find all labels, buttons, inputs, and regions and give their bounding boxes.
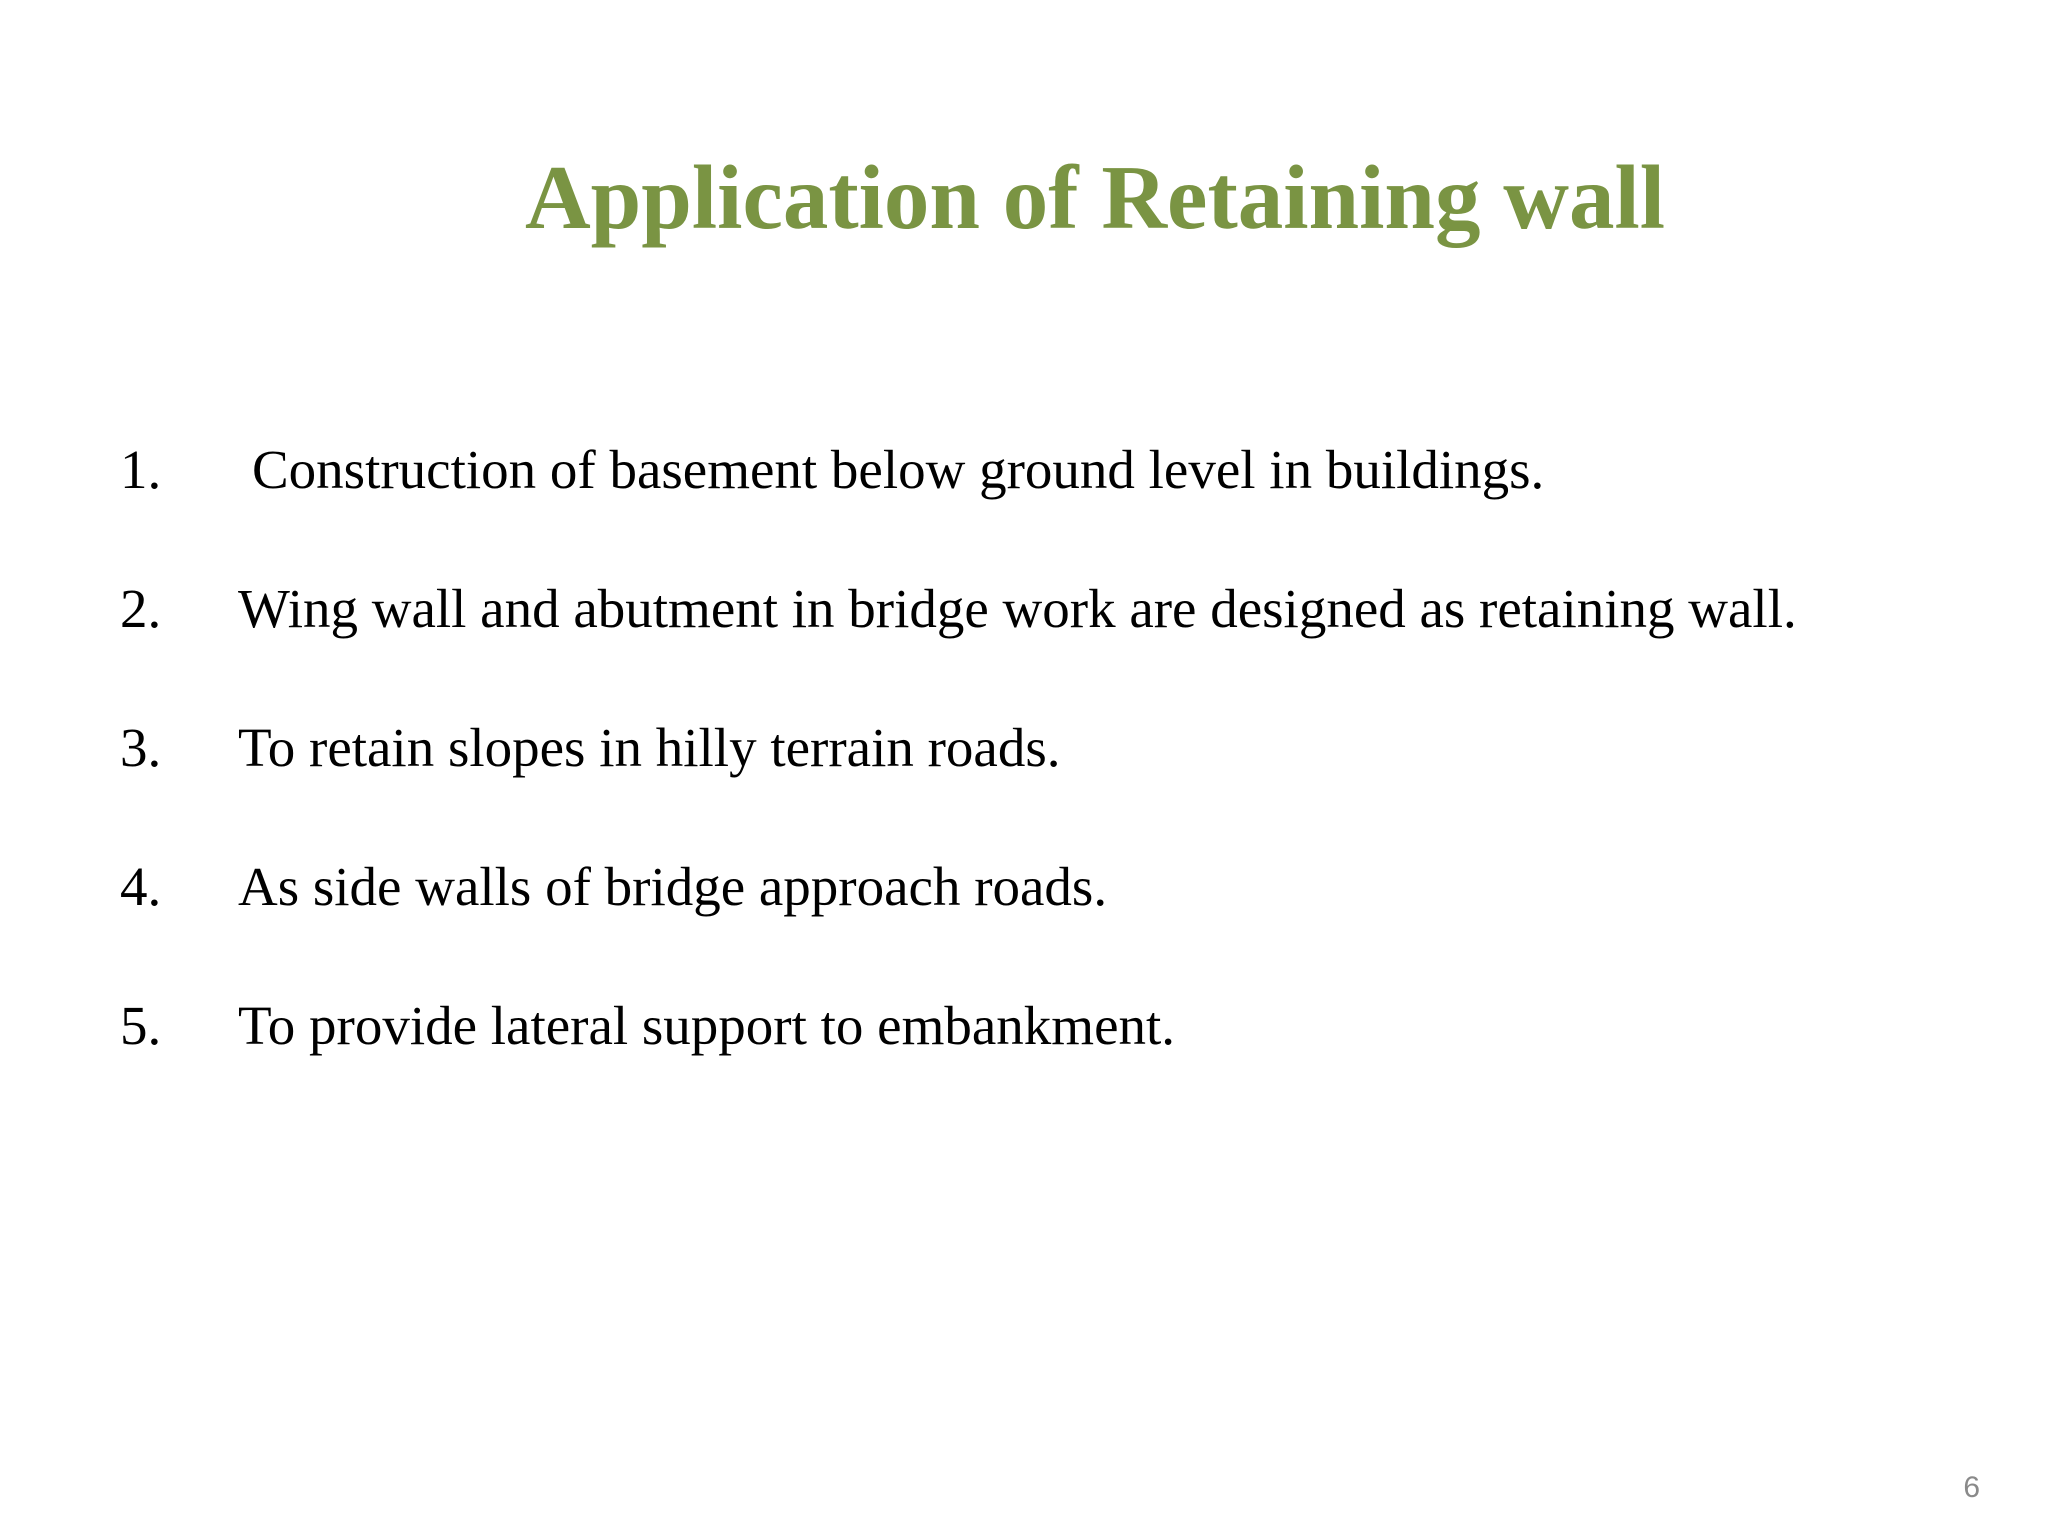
list-item-text: To provide lateral support to embankment. (238, 995, 1176, 1056)
list-item-number: 1. (120, 439, 162, 500)
list-item-number: 2. (120, 578, 162, 639)
list-item-text: Wing wall and abutment in bridge work are designed as retaining wall. (238, 578, 1797, 639)
list-item (120, 430, 2020, 569)
list-item-number: 4. (120, 856, 162, 917)
slide-title: Application of Retaining wall (524, 147, 1666, 248)
list-item-number: 5. (120, 995, 162, 1056)
list-item-number: 3. (120, 717, 162, 778)
list-item (120, 708, 2020, 847)
application-list (120, 430, 2020, 1125)
list-item-text: To retain slopes in hilly terrain roads. (238, 717, 1061, 778)
list-item-text: Construction of basement below ground level in buildings. (252, 439, 1545, 500)
list-item (120, 569, 2020, 708)
list-item (120, 847, 2020, 986)
page-number: 6 (1963, 1471, 1980, 1504)
list-item (120, 986, 2020, 1125)
list-item-text: As side walls of bridge approach roads. (238, 856, 1108, 917)
